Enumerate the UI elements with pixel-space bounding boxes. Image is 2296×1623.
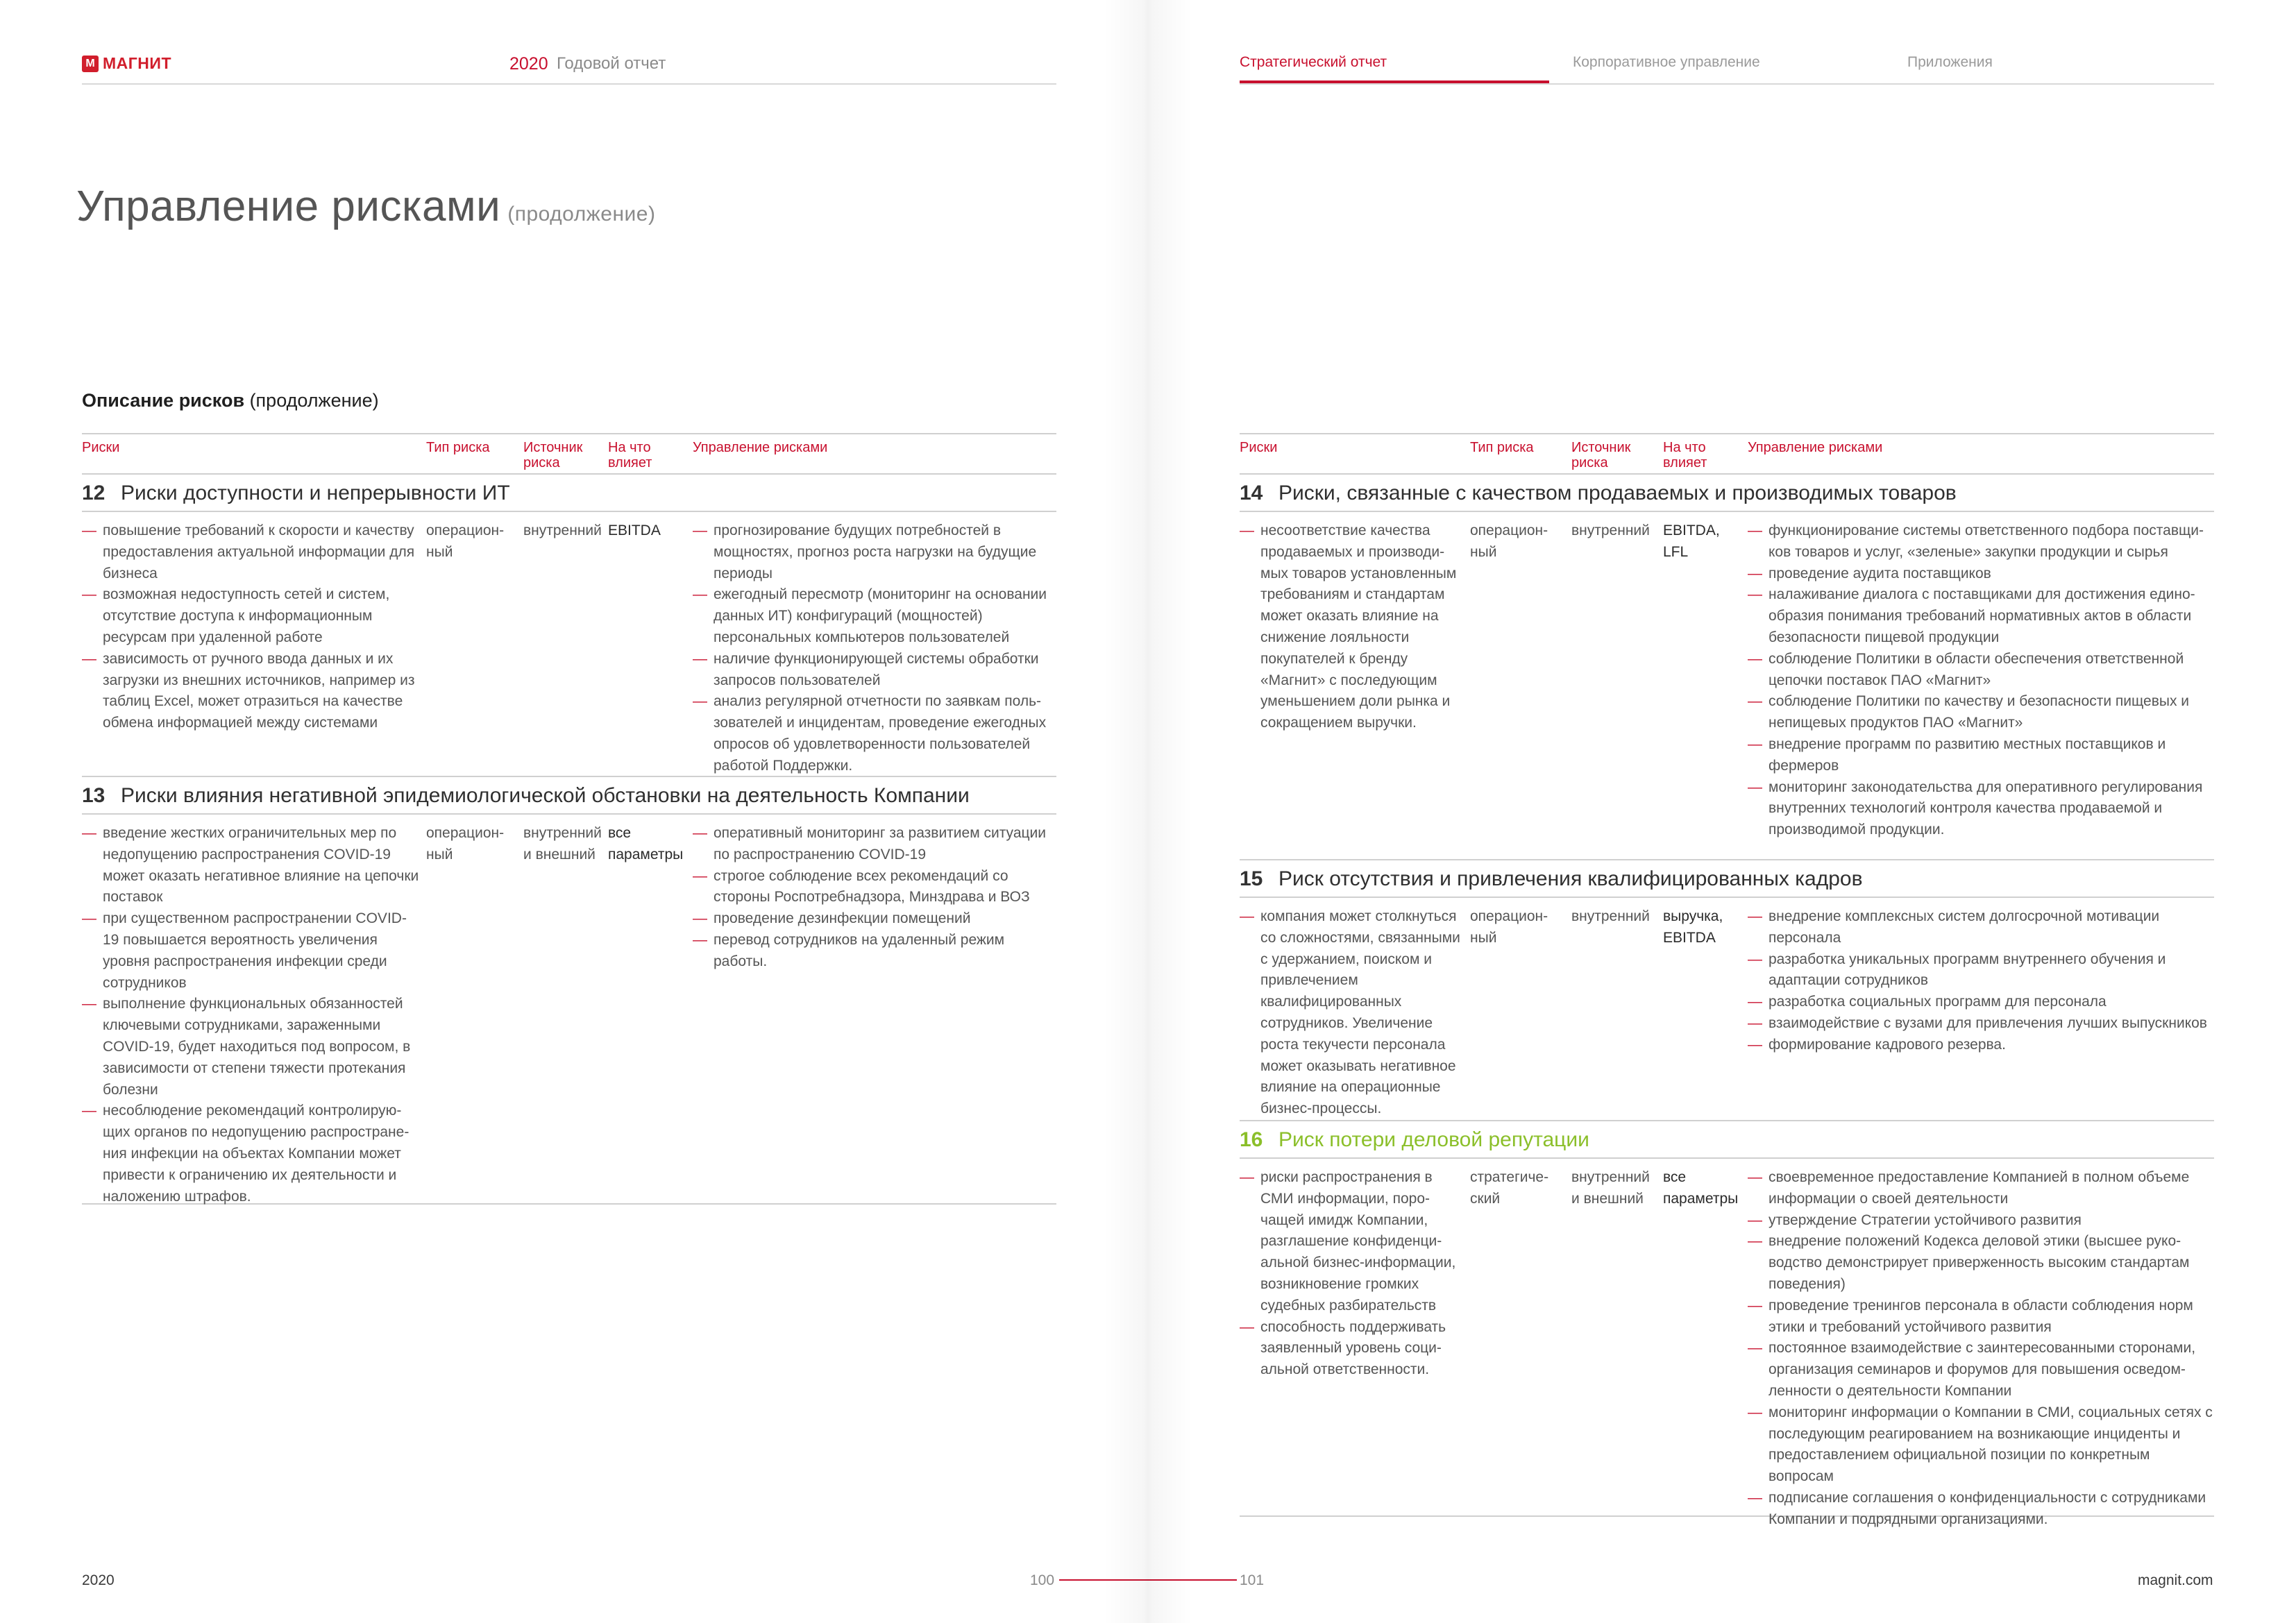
table-header	[1240, 433, 2214, 475]
list-item: — формирование кадрового резерва.	[1748, 1035, 2214, 1056]
risk-type: операционный	[426, 522, 505, 560]
risk-type: операционный	[426, 825, 505, 863]
list-item: — подписание соглашения о конфиденциальности с сотрудниками Компании и подрядными организациями.	[1748, 1488, 2214, 1531]
magnit-logo-icon: М	[82, 56, 99, 72]
risk-type: стратегический	[1470, 1169, 1549, 1207]
list-item: — перевод сотрудников на удаленный режим работы.	[693, 930, 1056, 973]
risk-header	[82, 777, 1056, 815]
risk-header	[1240, 475, 2214, 512]
risk-12	[82, 475, 1056, 777]
risk-management	[693, 520, 1056, 777]
risk-body	[1240, 1159, 2214, 1527]
list-item: — при существенном распространении COVID-19 повышается вероятность увеличения уровня распространения инфекции среди сотрудников	[82, 908, 422, 994]
risk-impact: EBITDA, LFL	[1663, 522, 1720, 560]
header-report-title: Годовой отчет	[557, 54, 666, 73]
nav-strategic-report[interactable]: Стратегический отчет	[1240, 54, 1387, 70]
list-item: — взаимодействие с вузами для привлечения лучших выпускников	[1748, 1013, 2214, 1035]
list-item: — риски распространения в СМИ информации, порочащей имидж Компании, разглашение конфиденциальной бизнес-информации, возникновение громких судебных разбирательств	[1240, 1167, 1466, 1317]
list-item: — постоянное взаимодействие с заинтересованными сторонами, организация семинаров и форумов для повышения осведомленности о деятельности Компании	[1748, 1338, 2214, 1402]
list-item: — введение жестких ограничительных мер по недопущению распространения COVID-19 может оказать негативное влияние на цепочки поставок	[82, 823, 422, 908]
risk-description	[1240, 520, 1466, 734]
risk-impact: все параметры	[1663, 1169, 1739, 1207]
risk-header	[1240, 1121, 2214, 1159]
risk-type: операционный	[1470, 522, 1548, 560]
list-item: — компания может столкнуться со сложностями, связанными с удержанием, поиском и привлечением квалифицированных сотрудников. Увеличение роста текучести персонала может оказывать негативное влияние на операционные бизнес-процессы.	[1240, 906, 1466, 1120]
list-item: — возможная недоступность сетей и систем, отсутствие доступа к информационным ресурсам при удаленной работе	[82, 584, 422, 648]
page-title	[76, 182, 655, 231]
list-item: — внедрение комплексных систем долгосрочной мотивации персонала	[1748, 906, 2214, 949]
list-item: — проведение аудита поставщиков	[1748, 563, 2214, 585]
list-item: — выполнение функциональных обязанностей ключевыми сотрудниками, зараженными COVID-19, будет находиться под вопросом, в зависимости от степени тяжести протекания болезни	[82, 994, 422, 1101]
section-title	[82, 390, 379, 411]
risk-15	[1240, 860, 2214, 1121]
list-item: — функционирование системы ответственного подбора поставщиков товаров и услуг, «зеленые» закупки продукции и сырья	[1748, 520, 2214, 563]
list-item: — повышение требований к скорости и качеству предоставления актуальной информации для бизнеса	[82, 520, 422, 584]
list-item: — наличие функционирующей системы обработки запросов пользователей	[693, 649, 1056, 692]
risk-name: Риск отсутствия и привлечения квалифицированных кадров	[1278, 867, 1863, 890]
risk-impact: выручка, EBITDA	[1663, 908, 1723, 946]
footer-year: 2020	[82, 1572, 115, 1588]
risk-description	[1240, 906, 1466, 1120]
col-type: Тип риска	[426, 440, 490, 455]
risk-name: Риск потери деловой репутации	[1278, 1128, 1589, 1151]
risk-number: 15	[1240, 867, 1263, 890]
risk-management	[1748, 906, 2214, 1056]
risk-name: Риски влияния негативной эпидемиологической обстановки на деятельность Компании	[121, 784, 970, 807]
risk-number: 14	[1240, 482, 1263, 504]
list-item: — строгое соблюдение всех рекомендаций со стороны Роспотребнадзора, Минздрава и ВОЗ	[693, 866, 1056, 909]
list-item: — мониторинг законодательства для оперативного регулирования внутренних технологий контроля качества продаваемой и производимой продукции.	[1748, 777, 2214, 841]
footer-line-left	[1059, 1579, 1148, 1581]
risk-description	[82, 823, 422, 1207]
list-item: — разработка уникальных программ внутреннего обучения и адаптации сотрудников	[1748, 949, 2214, 992]
list-item: — оперативный мониторинг за развитием ситуации по распространению COVID-19	[693, 823, 1056, 866]
risk-14	[1240, 475, 2214, 860]
risk-description	[82, 520, 422, 734]
footer-line-right	[1148, 1579, 1237, 1581]
nav-active-underline	[1240, 80, 1549, 83]
col-management: Управление рисками	[693, 440, 828, 455]
col-risks: Риски	[1240, 440, 1278, 455]
col-source: Источник риска	[523, 440, 583, 470]
list-item: — внедрение положений Кодекса деловой этики (высшее руководство демонстрирует приверженность высоким стандартам поведения)	[1748, 1231, 2214, 1295]
section-title-normal: (продолжение)	[244, 390, 379, 411]
risk-type: операционный	[1470, 908, 1548, 946]
list-item: — внедрение программ по развитию местных поставщиков и фермеров	[1748, 734, 2214, 777]
risk-source: внутренний и внешний	[1571, 1169, 1650, 1207]
list-item: — своевременное предоставление Компанией в полном объеме информации о своей деятельности	[1748, 1167, 2214, 1210]
col-risks: Риски	[82, 440, 120, 455]
risk-name: Риски доступности и непрерывности ИТ	[121, 482, 510, 504]
page-title-main: Управление рисками	[76, 182, 501, 230]
risk-management	[1748, 1167, 2214, 1531]
table-header	[82, 433, 1056, 475]
logo-text: МАГНИТ	[103, 54, 171, 72]
header-right	[1240, 50, 2214, 85]
page-number-right: 101	[1240, 1572, 1265, 1588]
list-item: — способность поддерживать заявленный уровень социальной ответственности.	[1240, 1317, 1466, 1381]
list-item: — проведение тренингов персонала в области соблюдения норм этики и требований устойчивого развития	[1748, 1295, 2214, 1339]
risk-header	[1240, 860, 2214, 898]
risk-13	[82, 777, 1056, 1205]
col-impact: На что влияет	[608, 440, 652, 470]
risk-body	[1240, 512, 2214, 859]
nav-appendices[interactable]: Приложения	[1907, 54, 1993, 70]
list-item: — мониторинг информации о Компании в СМИ, социальных сетях с последующим реагированием на возникающие инциденты и предоставлением официальной позиции по конкретным вопросам	[1748, 1402, 2214, 1488]
risk-body	[82, 815, 1056, 1203]
right-page	[1148, 0, 2296, 1623]
list-item: — налаживание диалога с поставщиками для достижения единообразия понимания требований нормативных актов в области безопасности пищевой продукции	[1748, 584, 2214, 648]
list-item: — несоблюдение рекомендаций контролирующих органов по недопущению распространения инфекции на объектах Компании может привести к ограничению их деятельности и наложению штрафов.	[82, 1101, 422, 1207]
list-item: — соблюдение Политики в области обеспечения ответственной цепочки поставок ПАО «Магнит»	[1748, 649, 2214, 692]
risk-source: внутренний и внешний	[523, 825, 602, 863]
risk-number: 12	[82, 482, 105, 504]
list-item: — соблюдение Политики по качеству и безопасности пищевых и непищевых продуктов ПАО «Магнит»	[1748, 691, 2214, 734]
section-title-bold: Описание рисков	[82, 390, 245, 411]
footer-site-link[interactable]: magnit.com	[2138, 1572, 2213, 1588]
risk-table-left	[82, 433, 1056, 1205]
risk-body	[1240, 898, 2214, 1120]
risk-name: Риски, связанные с качеством продаваемых и производимых товаров	[1278, 482, 1957, 504]
list-item: — утверждение Стратегии устойчивого развития	[1748, 1210, 2214, 1232]
page-number-left: 100	[1030, 1572, 1055, 1588]
list-item: — анализ регулярной отчетности по заявкам пользователей и инцидентам, проведение ежегодных опросов об удовлетворенности пользователей работой Поддержки.	[693, 691, 1056, 776]
header-year: 2020	[509, 54, 548, 74]
col-type: Тип риска	[1470, 440, 1534, 455]
page-title-sub: (продолжение)	[507, 203, 656, 226]
risk-management	[693, 823, 1056, 973]
list-item: — разработка социальных программ для персонала	[1748, 992, 2214, 1013]
col-source: Источник риска	[1571, 440, 1631, 470]
risk-body	[82, 512, 1056, 776]
risk-number: 13	[82, 784, 105, 807]
risk-source: внутренний	[1571, 908, 1650, 924]
magnit-logo[interactable]	[82, 54, 171, 73]
col-impact: На что влияет	[1663, 440, 1707, 470]
list-item: — ежегодный пересмотр (мониторинг на основании данных ИТ) конфигураций (мощностей) персональных компьютеров пользователей	[693, 584, 1056, 648]
risk-impact: EBITDA	[608, 522, 661, 538]
risk-number: 16	[1240, 1128, 1263, 1151]
risk-impact: все параметры	[608, 825, 684, 863]
risk-management	[1748, 520, 2214, 841]
list-item: — зависимость от ручного ввода данных и их загрузки из внешних источников, например из таблиц Excel, может отразиться на качестве обмена информацией между системами	[82, 649, 422, 734]
col-management: Управление рисками	[1748, 440, 1883, 455]
risk-description	[1240, 1167, 1466, 1381]
list-item: — несоответствие качества продаваемых и производимых товаров установленным требованиям и стандартам может оказать влияние на снижение лояльности покупателей к бренду «Магнит» с последующим уменьшением доли рынка и сокращением выручки.	[1240, 520, 1466, 734]
risk-source: внутренний	[1571, 522, 1650, 538]
risk-table-right	[1240, 433, 2214, 1527]
nav-corporate-governance[interactable]: Корпоративное управление	[1573, 54, 1760, 70]
risk-16	[1240, 1121, 2214, 1527]
list-item: — прогнозирование будущих потребностей в мощностях, прогноз роста нагрузки на будущие периоды	[693, 520, 1056, 584]
list-item: — проведение дезинфекции помещений	[693, 908, 1056, 930]
risk-header	[82, 475, 1056, 512]
risk-source: внутренний	[523, 522, 602, 538]
header-left	[82, 50, 1056, 85]
